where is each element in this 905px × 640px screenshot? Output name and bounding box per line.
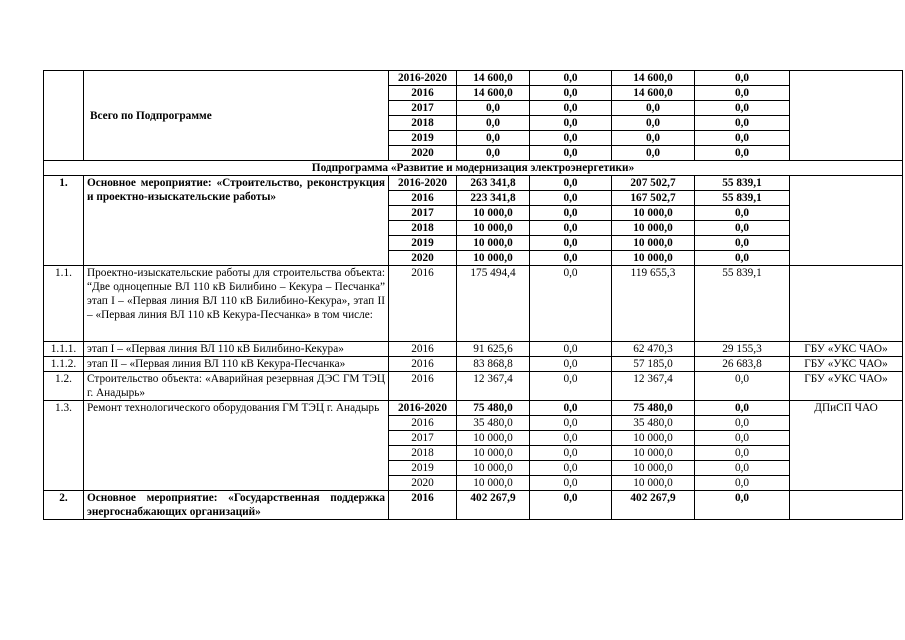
other-cell: 0,0 — [695, 236, 790, 251]
regional-cell: 10 000,0 — [612, 461, 695, 476]
item-name: Проектно-изыскательские работы для строительства объекта: “Две одноцепные ВЛ 110 кВ Билибино – Кекура – Песчанка” этап I – «Первая линия ВЛ 110 кВ Билибино-Кекура», этап II – «Первая линия ВЛ 110 кВ Кекура-Песчанка» в том числе: — [84, 266, 389, 342]
year-cell: 2016-2020 — [389, 401, 457, 416]
other-cell: 55 839,1 — [695, 266, 790, 342]
total-cell: 35 480,0 — [457, 416, 530, 431]
total-cell: 0,0 — [457, 146, 530, 161]
federal-cell: 0,0 — [530, 446, 612, 461]
total-cell: 10 000,0 — [457, 446, 530, 461]
year-cell: 2018 — [389, 116, 457, 131]
executor-cell: ДПиСП ЧАО — [790, 401, 903, 491]
other-cell: 26 683,8 — [695, 357, 790, 372]
federal-cell: 0,0 — [530, 416, 612, 431]
regional-cell: 62 470,3 — [612, 342, 695, 357]
year-cell: 2017 — [389, 101, 457, 116]
federal-cell: 0,0 — [530, 491, 612, 520]
item-name: Строительство объекта: «Аварийная резервная ДЭС ГМ ТЭЦ г. Анадырь» — [84, 372, 389, 401]
regional-cell: 0,0 — [612, 116, 695, 131]
federal-cell: 0,0 — [530, 342, 612, 357]
other-cell: 0,0 — [695, 446, 790, 461]
table-row — [44, 266, 903, 342]
other-cell: 29 155,3 — [695, 342, 790, 357]
item-name: этап II – «Первая линия ВЛ 110 кВ Кекура-Песчанка» — [84, 357, 389, 372]
regional-cell: 75 480,0 — [612, 401, 695, 416]
executor-cell: ГБУ «УКС ЧАО» — [790, 342, 903, 357]
other-cell: 0,0 — [695, 146, 790, 161]
item-name: этап I – «Первая линия ВЛ 110 кВ Билибино-Кекура» — [84, 342, 389, 357]
federal-cell: 0,0 — [530, 71, 612, 86]
other-cell: 0,0 — [695, 476, 790, 491]
other-cell: 0,0 — [695, 131, 790, 146]
total-cell: 83 868,8 — [457, 357, 530, 372]
budget-table — [43, 70, 903, 520]
other-cell: 0,0 — [695, 461, 790, 476]
total-cell: 0,0 — [457, 131, 530, 146]
regional-cell: 12 367,4 — [612, 372, 695, 401]
regional-cell: 402 267,9 — [612, 491, 695, 520]
item-number: 1.3. — [44, 401, 84, 491]
federal-cell: 0,0 — [530, 101, 612, 116]
other-cell: 0,0 — [695, 101, 790, 116]
regional-cell: 10 000,0 — [612, 221, 695, 236]
executor-cell — [790, 71, 903, 161]
other-cell: 0,0 — [695, 221, 790, 236]
regional-cell: 0,0 — [612, 131, 695, 146]
item-name: Основное мероприятие: «Строительство, реконструкция и проектно-изыскательские работы» — [84, 176, 389, 266]
total-cell: 12 367,4 — [457, 372, 530, 401]
table-row — [44, 71, 903, 86]
total-cell: 10 000,0 — [457, 206, 530, 221]
federal-cell: 0,0 — [530, 176, 612, 191]
federal-cell: 0,0 — [530, 221, 612, 236]
item-name: Ремонт технологического оборудования ГМ ТЭЦ г. Анадырь — [84, 401, 389, 491]
other-cell: 0,0 — [695, 401, 790, 416]
regional-cell: 10 000,0 — [612, 251, 695, 266]
year-cell: 2016 — [389, 372, 457, 401]
year-cell: 2019 — [389, 131, 457, 146]
executor-cell — [790, 176, 903, 266]
total-cell: 75 480,0 — [457, 401, 530, 416]
item-number: 1.1.2. — [44, 357, 84, 372]
item-name: Основное мероприятие: «Государственная поддержка энергоснабжающих организаций» — [84, 491, 389, 520]
regional-cell: 10 000,0 — [612, 476, 695, 491]
item-number: 1.1.1. — [44, 342, 84, 357]
regional-cell: 10 000,0 — [612, 206, 695, 221]
year-cell: 2017 — [389, 206, 457, 221]
other-cell: 0,0 — [695, 71, 790, 86]
table-row — [44, 491, 903, 520]
total-cell: 10 000,0 — [457, 221, 530, 236]
year-cell: 2016 — [389, 342, 457, 357]
year-cell: 2017 — [389, 431, 457, 446]
year-cell: 2016 — [389, 191, 457, 206]
other-cell: 0,0 — [695, 116, 790, 131]
federal-cell: 0,0 — [530, 251, 612, 266]
total-cell: 223 341,8 — [457, 191, 530, 206]
executor-cell: ГБУ «УКС ЧАО» — [790, 357, 903, 372]
table-row — [44, 342, 903, 357]
year-cell: 2018 — [389, 221, 457, 236]
year-cell: 2018 — [389, 446, 457, 461]
year-cell: 2016 — [389, 491, 457, 520]
total-cell: 175 494,4 — [457, 266, 530, 342]
total-cell: 10 000,0 — [457, 461, 530, 476]
regional-cell: 207 502,7 — [612, 176, 695, 191]
federal-cell: 0,0 — [530, 476, 612, 491]
regional-cell: 57 185,0 — [612, 357, 695, 372]
year-cell: 2016 — [389, 266, 457, 342]
total-cell: 263 341,8 — [457, 176, 530, 191]
total-cell: 0,0 — [457, 116, 530, 131]
item-number: 1. — [44, 176, 84, 266]
total-cell: 10 000,0 — [457, 431, 530, 446]
federal-cell: 0,0 — [530, 372, 612, 401]
total-cell: 14 600,0 — [457, 71, 530, 86]
federal-cell: 0,0 — [530, 236, 612, 251]
regional-cell: 0,0 — [612, 101, 695, 116]
regional-cell: 167 502,7 — [612, 191, 695, 206]
total-cell: 0,0 — [457, 101, 530, 116]
item-number: 1.1. — [44, 266, 84, 342]
federal-cell: 0,0 — [530, 401, 612, 416]
federal-cell: 0,0 — [530, 146, 612, 161]
other-cell: 0,0 — [695, 431, 790, 446]
year-cell: 2016-2020 — [389, 71, 457, 86]
other-cell: 55 839,1 — [695, 176, 790, 191]
regional-cell: 10 000,0 — [612, 431, 695, 446]
total-cell: 91 625,6 — [457, 342, 530, 357]
federal-cell: 0,0 — [530, 191, 612, 206]
table-row — [44, 372, 903, 401]
other-cell: 0,0 — [695, 372, 790, 401]
year-cell: 2019 — [389, 236, 457, 251]
totals-label: Всего по Подпрограмме — [84, 71, 389, 161]
federal-cell: 0,0 — [530, 461, 612, 476]
other-cell: 0,0 — [695, 86, 790, 101]
year-cell: 2016 — [389, 357, 457, 372]
regional-cell: 10 000,0 — [612, 236, 695, 251]
table-row — [44, 401, 903, 416]
regional-cell: 35 480,0 — [612, 416, 695, 431]
total-cell: 14 600,0 — [457, 86, 530, 101]
subprogram-row — [44, 161, 903, 176]
subprogram-title: Подпрограмма «Развитие и модернизация электроэнергетики» — [44, 161, 903, 176]
total-cell: 10 000,0 — [457, 476, 530, 491]
year-cell: 2016 — [389, 86, 457, 101]
total-cell: 10 000,0 — [457, 251, 530, 266]
federal-cell: 0,0 — [530, 86, 612, 101]
other-cell: 55 839,1 — [695, 191, 790, 206]
federal-cell: 0,0 — [530, 431, 612, 446]
year-cell: 2020 — [389, 476, 457, 491]
year-cell: 2016-2020 — [389, 176, 457, 191]
federal-cell: 0,0 — [530, 206, 612, 221]
regional-cell: 10 000,0 — [612, 446, 695, 461]
other-cell: 0,0 — [695, 251, 790, 266]
federal-cell: 0,0 — [530, 357, 612, 372]
executor-cell — [790, 491, 903, 520]
federal-cell: 0,0 — [530, 116, 612, 131]
federal-cell: 0,0 — [530, 131, 612, 146]
year-cell: 2016 — [389, 416, 457, 431]
item-number: 2. — [44, 491, 84, 520]
table-row — [44, 176, 903, 191]
other-cell: 0,0 — [695, 206, 790, 221]
executor-cell — [790, 266, 903, 342]
year-cell: 2020 — [389, 251, 457, 266]
other-cell: 0,0 — [695, 491, 790, 520]
regional-cell: 14 600,0 — [612, 86, 695, 101]
regional-cell: 119 655,3 — [612, 266, 695, 342]
num-cell — [44, 71, 84, 161]
regional-cell: 14 600,0 — [612, 71, 695, 86]
total-cell: 10 000,0 — [457, 236, 530, 251]
regional-cell: 0,0 — [612, 146, 695, 161]
table-row — [44, 357, 903, 372]
item-number: 1.2. — [44, 372, 84, 401]
year-cell: 2020 — [389, 146, 457, 161]
year-cell: 2019 — [389, 461, 457, 476]
total-cell: 402 267,9 — [457, 491, 530, 520]
executor-cell: ГБУ «УКС ЧАО» — [790, 372, 903, 401]
other-cell: 0,0 — [695, 416, 790, 431]
federal-cell: 0,0 — [530, 266, 612, 342]
